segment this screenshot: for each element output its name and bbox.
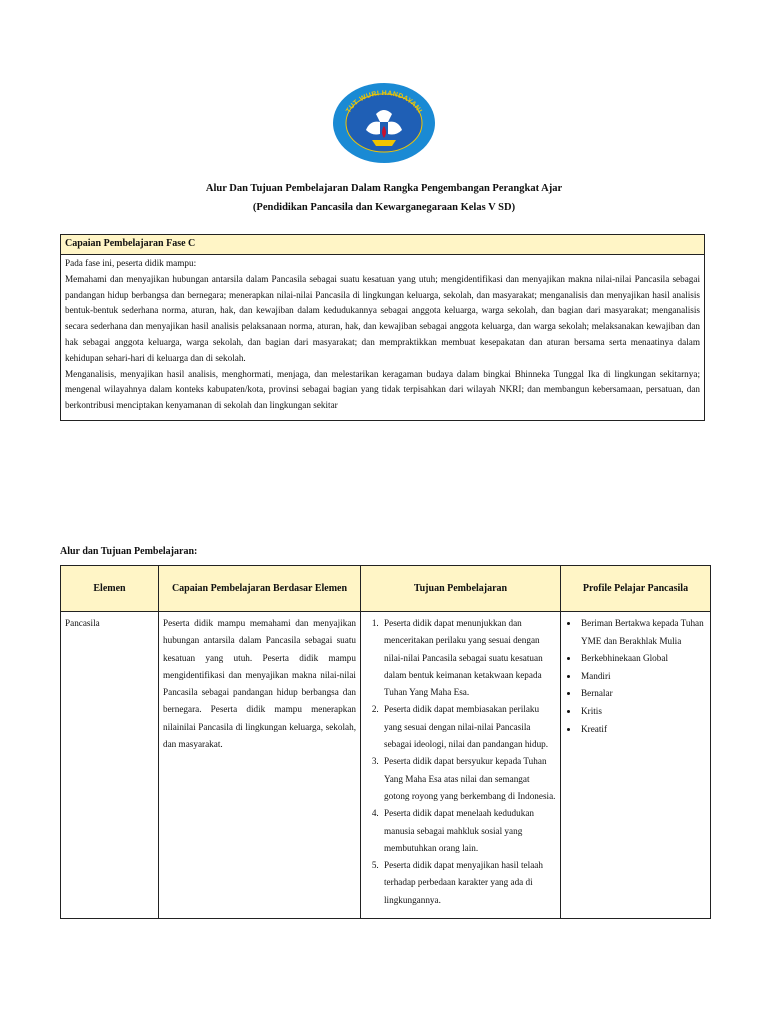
tujuan-list bbox=[365, 615, 556, 909]
capaian-body bbox=[61, 255, 704, 420]
header-profil: Profile Pelajar Pancasila bbox=[561, 566, 711, 612]
header-elemen: Elemen bbox=[61, 566, 159, 612]
document-subtitle: (Pendidikan Pancasila dan Kewarganegaraan Kelas V SD) bbox=[252, 202, 516, 213]
table-row bbox=[61, 612, 711, 919]
table-header-row bbox=[61, 566, 711, 612]
tujuan-item: 4. Peserta didik dapat menelaah kedudukan manusia sebagai mahkluk sosial yang membutuhkan orang lain. bbox=[381, 805, 556, 857]
tut-wuri-handayani-logo bbox=[332, 82, 436, 164]
document-title: Alur Dan Tujuan Pembelajaran Dalam Rangka Pengembangan Perangkat Ajar bbox=[205, 183, 563, 194]
capaian-intro: Pada fase ini, peserta didik mampu: bbox=[65, 258, 197, 268]
header-capaian: Capaian Pembelajaran Berdasar Elemen bbox=[159, 566, 361, 612]
logo-motto-text: TUT WURI HANDAYANI bbox=[345, 89, 423, 115]
profil-item: • Kritis bbox=[579, 703, 706, 721]
profil-list bbox=[565, 615, 706, 738]
tujuan-cell bbox=[361, 612, 561, 919]
header-tujuan: Tujuan Pembelajaran bbox=[361, 566, 561, 612]
tujuan-item: 5. Peserta didik dapat menyajikan hasil telaah terhadap perbedaan karakter yang ada di lingkungannya. bbox=[381, 857, 556, 909]
capaian-pembelajaran-box bbox=[60, 234, 705, 421]
capaian-cell: Peserta didik mampu memahami dan menyajikan hubungan antarsila dalam Pancasila sebagai suatu kesatuan yang utuh. Peserta didik mampu mengidentifikasi dan menyajikan makna nilai-nilai Pancasila sebagai pandangan hidup berbangsa dan bernegara. Peserta didik mampu menerapkan nilainilai Pancasila di lingkungan keluarga, sekolah, dan masyarakat. bbox=[159, 612, 361, 919]
capaian-heading: Capaian Pembelajaran Fase C bbox=[61, 235, 704, 255]
capaian-paragraph-1: Memahami dan menyajikan hubungan antarsila dalam Pancasila sebagai suatu kesatuan yang utuh; mengidentifikasi dan menyajikan makna nilai-nilai Pancasila sebagai pandangan hidup berbangsa dan bernegara; menerapkan nilai-nilai Pancasila di lingkungan keluarga, sekolah, dan masyarakat; menganalisis dan menyajikan hasil analisis bentuk-bentuk sederhana norma, aturan, hak, dan kewajiban dalam kedudukannya sebagai anggota keluarga, warga sekolah, dan bagian dari masyarakat; menganalisis secara sederhana dan menyajikan hasil analisis pelaksanaan norma, aturan, hak, dan kewajiban sebagai anggota keluarga, dan warga sekolah; melaksanakan kewajiban dan hak sebagai anggota keluarga, warga sekolah, dan bagian dari masyarakat; dan mempraktikkan membuat kesepakatan dan aturan bersama serta menaatinya dalam kehidupan sehari-hari di keluarga dan di sekolah. bbox=[65, 273, 700, 363]
profil-item: • Bernalar bbox=[579, 685, 706, 703]
profil-cell bbox=[561, 612, 711, 919]
tujuan-item: 1. Peserta didik dapat menunjukkan dan menceritakan perilaku yang sesuai dengan nilai-nilai Pancasila sebagai suatu kesatuan dalam bentuk keimanan ketakwaan kepada Tuhan Yang Maha Esa. bbox=[381, 615, 556, 701]
profil-item: • Mandiri bbox=[579, 668, 706, 686]
tujuan-item: 2. Peserta didik dapat membiasakan perilaku yang sesuai dengan nilai-nilai Pancasila sebagai ideologi, nilai dan pandangan hidup. bbox=[381, 701, 556, 753]
capaian-paragraph-2: Menganalisis, menyajikan hasil analisis, menghormati, menjaga, dan melestarikan keragaman budaya dalam bingkai Bhinneka Tunggal Ika di lingkungan sekitarnya; mengenal wilayahnya dalam konteks kabupaten/kota, provinsi sebagai bagian yang tidak terpisahkan dari wilayah NKRI; dan membangun kebersamaan, persatuan, dan berkontribusi menciptakan kenyamanan di sekolah dan lingkungan sekitar bbox=[65, 368, 700, 411]
tujuan-item: 3. Peserta didik dapat bersyukur kepada Tuhan Yang Maha Esa atas nilai dan semangat gotong royong yang berkembang di Indonesia. bbox=[381, 753, 556, 805]
profil-item: • Beriman Bertakwa kepada Tuhan YME dan Berakhlak Mulia bbox=[579, 615, 706, 650]
profil-item: • Kreatif bbox=[579, 721, 706, 739]
profil-item: • Berkebhinekaan Global bbox=[579, 650, 706, 668]
logo-base-icon bbox=[372, 140, 396, 146]
alur-tujuan-table bbox=[60, 565, 711, 919]
alur-section-label: Alur dan Tujuan Pembelajaran: bbox=[60, 546, 198, 557]
elemen-cell: Pancasila bbox=[61, 612, 159, 919]
